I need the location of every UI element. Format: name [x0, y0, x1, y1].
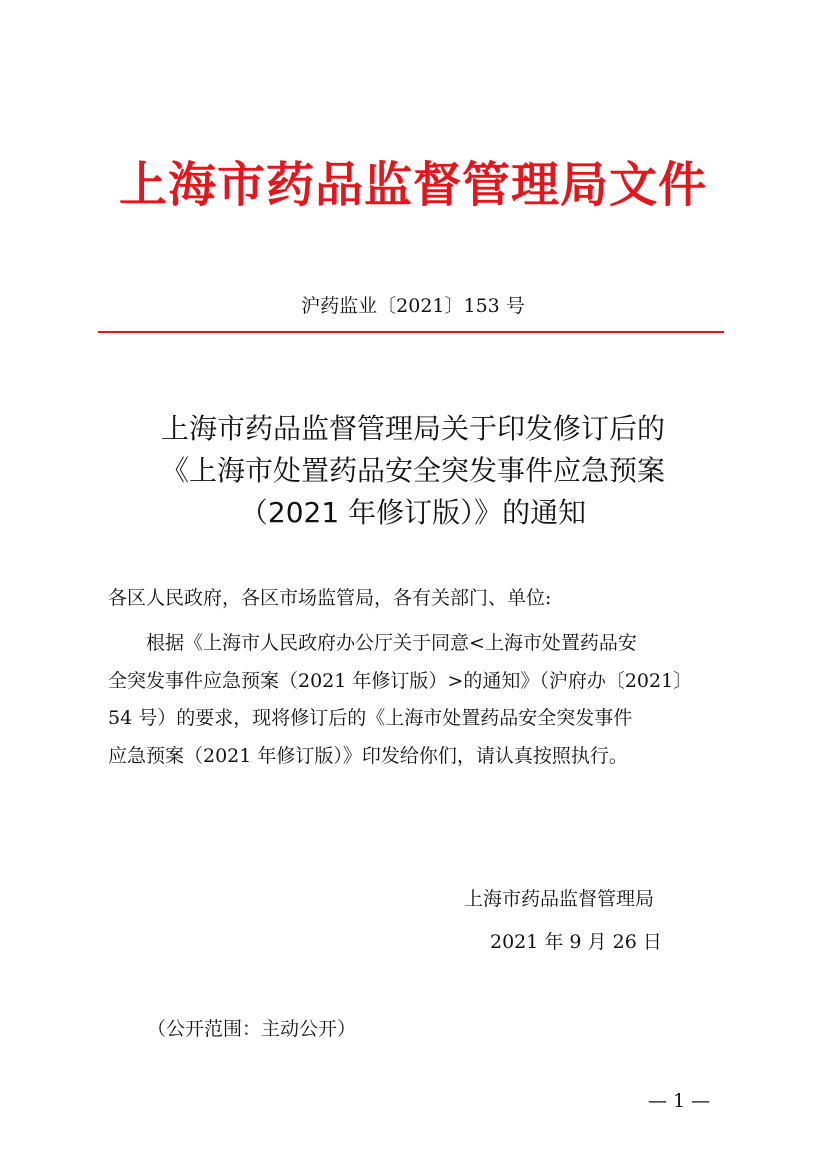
- body-line: 根据《上海市人民政府办公厅关于同意<上海市处置药品安: [108, 632, 637, 654]
- red-divider-line: [98, 331, 724, 333]
- issuer-signature: 上海市药品监督管理局: [464, 888, 655, 910]
- body-paragraph: [108, 625, 722, 775]
- page-number: — 1 —: [648, 1090, 711, 1112]
- document-number: 沪药监业〔2021〕153 号: [301, 295, 525, 317]
- body-line: 54 号）的要求，现将修订后的《上海市处置药品安全突发事件: [108, 707, 633, 729]
- issue-date: 2021 年 9 月 26 日: [490, 931, 662, 953]
- notice-title-line: 《上海市处置药品安全突发事件应急预案: [160, 454, 665, 487]
- notice-title-line: （2021 年修订版）》的通知: [239, 496, 587, 529]
- notice-title-line: 上海市药品监督管理局关于印发修订后的: [160, 412, 665, 445]
- body-line: 应急预案（2021 年修订版）》印发给你们，请认真按照执行。: [108, 744, 628, 767]
- body-line: 全突发事件应急预案（2021 年修订版）>的通知》（沪府办〔2021〕: [108, 669, 693, 692]
- document-header-title: 上海市药品监督管理局文件: [118, 157, 707, 213]
- notice-title: [0, 408, 826, 534]
- disclosure-scope: （公开范围：主动公开）: [147, 1018, 357, 1040]
- recipients-line: 各区人民政府，各区市场监管局，各有关部门、单位:: [108, 587, 552, 609]
